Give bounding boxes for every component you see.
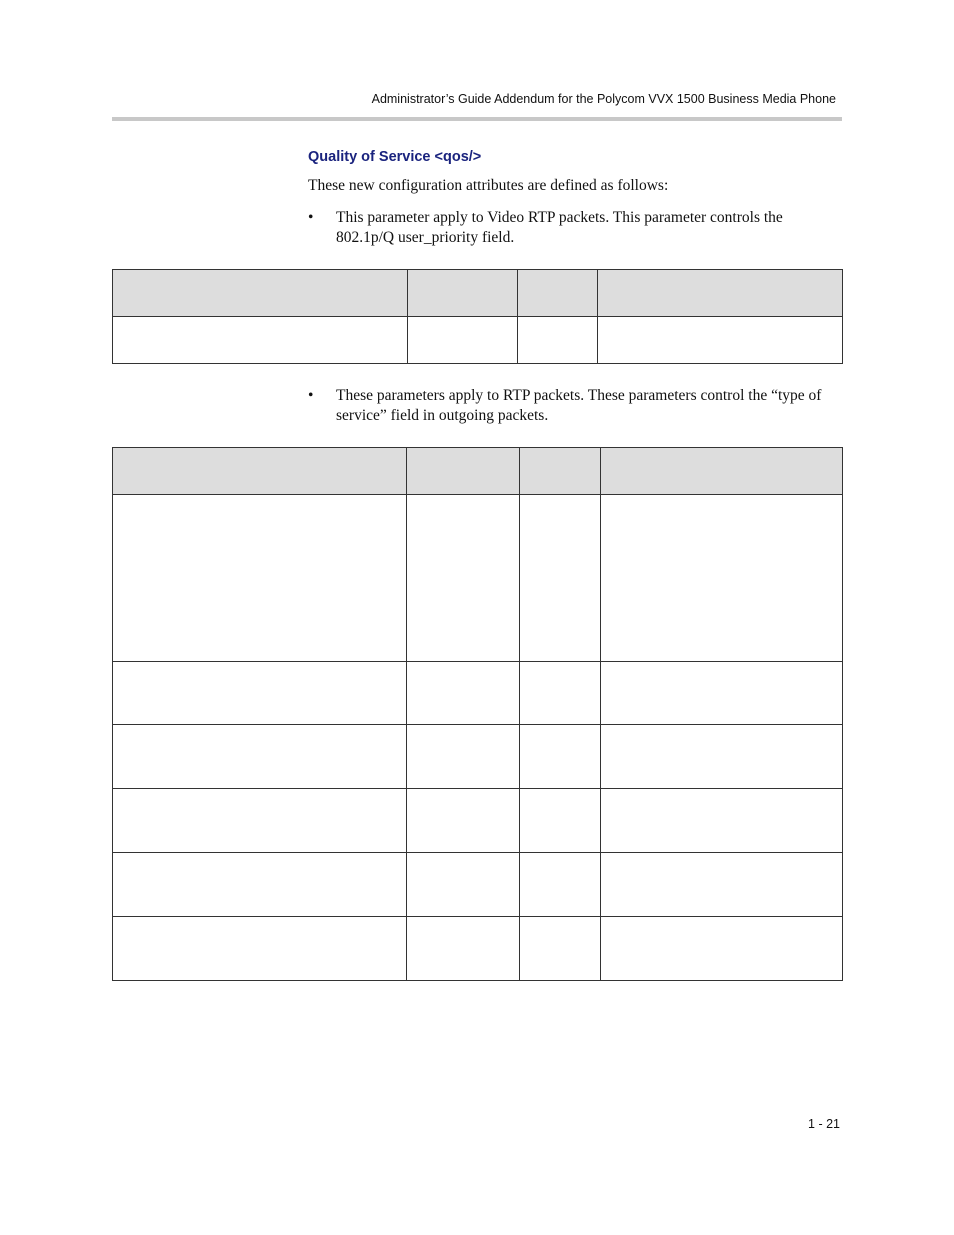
table-cell: [407, 853, 520, 917]
video-rtp-parameter-table: [112, 269, 843, 364]
table-header-cell: [601, 448, 843, 495]
bullet-symbol: •: [308, 209, 314, 226]
table-header-cell: [598, 270, 843, 317]
table-cell: [520, 725, 601, 789]
rtp-type-of-service-table: [112, 447, 843, 981]
table-cell: [113, 495, 407, 662]
table-cell: [113, 662, 407, 725]
table-cell: [408, 317, 518, 364]
running-header-title: Administrator’s Guide Addendum for the Polycom VVX 1500 Business Media Phone: [371, 92, 836, 106]
bullet-item: [308, 208, 842, 248]
table-header-cell: [518, 270, 598, 317]
bullet-item: [308, 386, 842, 426]
table-cell: [407, 725, 520, 789]
header-divider: [112, 117, 842, 121]
table-row: [113, 495, 843, 662]
table-cell: [113, 789, 407, 853]
table-row: [113, 853, 843, 917]
table-cell: [601, 917, 843, 981]
table-row: [113, 789, 843, 853]
table-cell: [601, 853, 843, 917]
table-cell: [407, 789, 520, 853]
table-cell: [520, 917, 601, 981]
table-header-row: [113, 448, 843, 495]
table-header-cell: [520, 448, 601, 495]
table-cell: [407, 662, 520, 725]
table-header-cell: [113, 270, 408, 317]
bullet-symbol: •: [308, 387, 314, 404]
table-cell: [520, 495, 601, 662]
table-cell: [407, 917, 520, 981]
table-header-cell: [113, 448, 407, 495]
table-cell: [113, 317, 408, 364]
table-cell: [113, 917, 407, 981]
bullet-text: This parameter apply to Video RTP packets. This parameter controls the 802.1p/Q user_priority field.: [336, 209, 783, 246]
table-cell: [598, 317, 843, 364]
table-row: [113, 317, 843, 364]
table-cell: [518, 317, 598, 364]
table-cell: [113, 725, 407, 789]
table-cell: [601, 725, 843, 789]
table-cell: [601, 662, 843, 725]
section-title: Quality of Service <qos/>: [308, 149, 482, 165]
table-header-row: [113, 270, 843, 317]
page-number: 1 - 21: [808, 1117, 840, 1131]
table-header-cell: [408, 270, 518, 317]
table-row: [113, 725, 843, 789]
table-cell: [520, 853, 601, 917]
table-row: [113, 662, 843, 725]
table-cell: [407, 495, 520, 662]
table-cell: [520, 789, 601, 853]
table-cell: [601, 789, 843, 853]
bullet-text: These parameters apply to RTP packets. These parameters control the “type of service” field in outgoing packets.: [336, 387, 822, 424]
table-cell: [601, 495, 843, 662]
table-cell: [113, 853, 407, 917]
intro-paragraph: These new configuration attributes are defined as follows:: [308, 177, 669, 194]
table-header-cell: [407, 448, 520, 495]
table-cell: [520, 662, 601, 725]
table-row: [113, 917, 843, 981]
